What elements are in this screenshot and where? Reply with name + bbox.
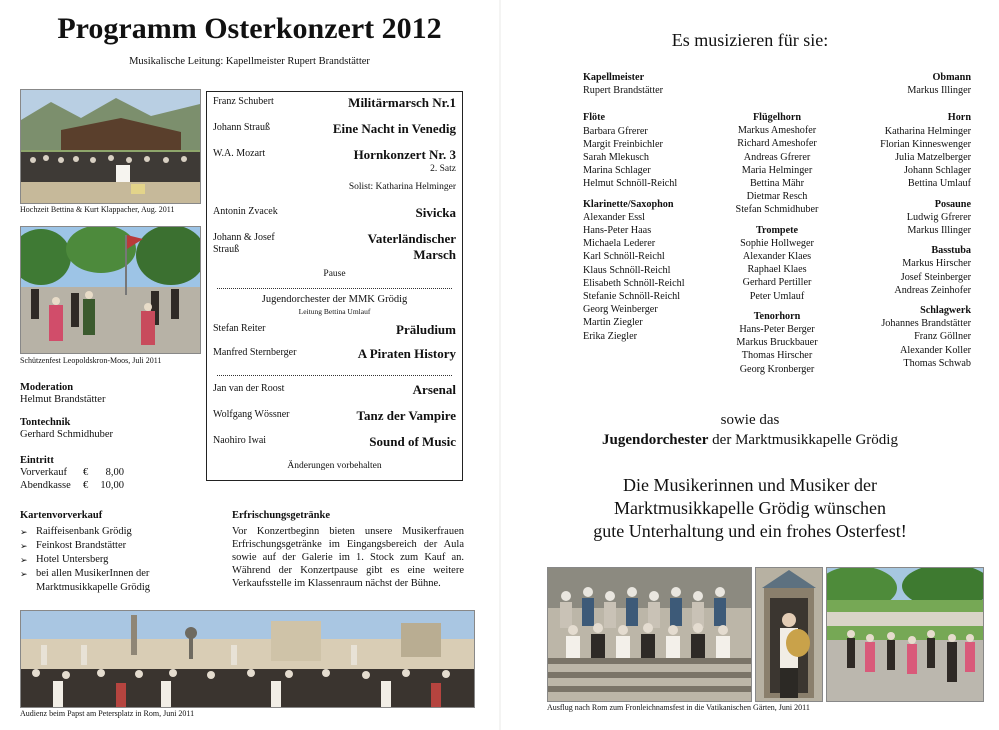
work-title: Militärmarsch Nr.1 bbox=[348, 95, 456, 110]
musician-name: Margit Freinbichler bbox=[583, 138, 663, 150]
photo-shooting-festival bbox=[20, 226, 201, 354]
caption-pope-audience: Audienz beim Papst am Petersplatz in Rom, Juni 2011 bbox=[20, 709, 195, 718]
musician-name: Peter Umlauf bbox=[749, 290, 805, 302]
presale-item: ➢ Hotel Untersberg bbox=[20, 553, 210, 567]
admission-row bbox=[20, 479, 140, 492]
sound-tech-name: Gerhard Schmidhuber bbox=[20, 429, 114, 440]
greeting-line: Marktmusikkapelle Grödig wünschen bbox=[614, 498, 886, 518]
musician-name: Rupert Brandstätter bbox=[583, 85, 664, 97]
composer-line: Johann & Josef bbox=[213, 232, 275, 243]
composer: Antonin Zvacek bbox=[213, 206, 278, 217]
work-title: Präludium bbox=[396, 322, 456, 337]
divider bbox=[217, 288, 452, 289]
work-title-line: Marsch bbox=[413, 247, 456, 262]
composer: Stefan Reiter bbox=[213, 323, 266, 334]
admission-label: Vorverkauf bbox=[20, 467, 68, 478]
presale-item: ➢ Feinkost Brandstätter bbox=[20, 539, 210, 553]
divider bbox=[217, 375, 452, 376]
musician-name: Martin Ziegler bbox=[583, 317, 643, 329]
right-page bbox=[501, 0, 999, 730]
section-heading-tenorhorn: Tenorhorn bbox=[753, 310, 801, 322]
musician-name: Richard Ameshofer bbox=[737, 138, 817, 150]
soloist: Solist: Katharina Helminger bbox=[348, 182, 456, 192]
musician-name: Dietmar Resch bbox=[746, 191, 808, 203]
musician-name: Georg Kronberger bbox=[739, 363, 815, 375]
work-title: Eine Nacht in Venedig bbox=[332, 121, 456, 136]
composer: Franz Schubert bbox=[213, 96, 274, 107]
greeting-line: gute Unterhaltung und ein frohes Osterfest! bbox=[593, 521, 907, 541]
musician-name: Thomas Hirscher bbox=[741, 350, 813, 362]
youth-orchestra-leader: Leitung Bettina Umlauf bbox=[298, 307, 371, 316]
musician-name: Josef Steinberger bbox=[900, 271, 971, 283]
musician-name: Johann Schlager bbox=[903, 165, 971, 177]
musician-name: Sarah Mlekusch bbox=[583, 152, 649, 164]
musician-name: Karl Schnöll-Reichl bbox=[583, 251, 665, 263]
photo-guard-tuba bbox=[755, 567, 823, 702]
movement: 2. Satz bbox=[430, 164, 456, 174]
sound-tech-heading: Tontechnik bbox=[20, 417, 71, 428]
section-heading-basstuba: Basstuba bbox=[931, 245, 971, 257]
left-page bbox=[0, 0, 499, 730]
musicians-column-right bbox=[821, 71, 971, 370]
musician-name: Florian Kinneswenger bbox=[880, 138, 971, 150]
youth-orchestra-title: Jugendorchester der MMK Grödig bbox=[261, 294, 408, 305]
musician-name: Gerhard Pertiller bbox=[742, 277, 812, 289]
moderation-block bbox=[20, 382, 105, 406]
composer: Johann Strauß bbox=[213, 122, 270, 133]
moderation-name: Helmut Brandstätter bbox=[20, 394, 106, 405]
section-heading-floete: Flöte bbox=[583, 112, 606, 124]
musician-name: Franz Göllner bbox=[914, 331, 971, 343]
musician-name: Klaus Schnöll-Reichl bbox=[583, 264, 671, 276]
sound-tech-block bbox=[20, 417, 113, 441]
presale-item: ➢ Raiffeisenbank Grödig bbox=[20, 525, 210, 539]
musician-name: Markus Hirscher bbox=[902, 258, 971, 270]
work-title bbox=[368, 231, 456, 263]
composer: Wolfgang Wössner bbox=[213, 409, 290, 420]
refreshments-block bbox=[232, 510, 464, 590]
work-title: Sound of Music bbox=[369, 434, 456, 449]
musician-name: Marina Schlager bbox=[583, 165, 651, 177]
musical-direction: Musikalische Leitung: Kapellmeister Rupert Brandstätter bbox=[129, 56, 370, 67]
musician-name: Bettina Mähr bbox=[749, 178, 805, 190]
photo-pope-audience bbox=[20, 610, 475, 708]
section-heading-schlagwerk: Schlagwerk bbox=[920, 305, 971, 317]
musician-name: Johannes Brandstätter bbox=[881, 318, 971, 330]
changes-note: Änderungen vorbehalten bbox=[287, 461, 382, 471]
presale-block bbox=[20, 510, 210, 595]
musician-name: Alexander Koller bbox=[900, 344, 971, 356]
greeting bbox=[501, 474, 999, 543]
musician-name: Ludwig Gfrerer bbox=[906, 211, 971, 223]
composer bbox=[213, 232, 275, 256]
presale-list bbox=[20, 525, 210, 595]
musician-name: Alexander Klaes bbox=[742, 251, 812, 263]
photo-wedding bbox=[20, 89, 201, 204]
refreshments-text: Vor Konzertbeginn bieten unsere Musikerfrauen Erfrischungsgetränke im Eingangsbereich der Aula sowie auf der Galerie im 1. Stock zum Kauf an. Während der Konzertpause gibt es eine weitere Verkaufsstelle im Klassenraum nächst der Bühne. bbox=[232, 526, 464, 589]
musician-name: Markus Illinger bbox=[907, 85, 971, 97]
admission-price: 10,00 bbox=[100, 480, 124, 491]
musicians-heading: Es musizieren für sie: bbox=[671, 30, 829, 50]
musician-name: Sophie Hollweger bbox=[740, 237, 814, 249]
work-title-line: Vaterländischer bbox=[367, 231, 456, 246]
admission-price: 8,00 bbox=[105, 467, 124, 478]
caption-rome-trip: Ausflug nach Rom zum Fronleichnamsfest in die Vatikanischen Gärten, Juni 2011 bbox=[547, 703, 810, 712]
admission-block bbox=[20, 455, 140, 492]
work-title: Hornkonzert Nr. 3 bbox=[353, 147, 456, 162]
musician-name: Andreas Zeinhofer bbox=[894, 284, 971, 296]
admission-heading: Eintritt bbox=[20, 455, 54, 466]
musician-name: Thomas Schwab bbox=[903, 357, 971, 369]
musician-name: Andreas Gfrerer bbox=[743, 151, 811, 163]
musician-name: Hans-Peter Haas bbox=[583, 225, 652, 237]
section-heading-obmann: Obmann bbox=[932, 72, 971, 83]
page-title: Programm Osterkonzert 2012 bbox=[57, 12, 442, 45]
section-heading-fluegelhorn: Flügelhorn bbox=[752, 112, 802, 123]
admission-row bbox=[20, 466, 140, 479]
section-heading-trompete: Trompete bbox=[755, 224, 799, 236]
musician-name: Julia Matzelberger bbox=[895, 152, 971, 164]
section-heading-posaune: Posaune bbox=[934, 198, 971, 210]
musician-name: Helmut Schnöll-Reichl bbox=[583, 178, 678, 190]
youth-orchestra-rest: der Marktmusikkapelle Grödig bbox=[708, 432, 898, 448]
composer: Jan van der Roost bbox=[213, 383, 285, 394]
photo-group-rome bbox=[547, 567, 752, 702]
musician-name: Erika Ziegler bbox=[583, 330, 638, 342]
musician-name: Markus Ameshofer bbox=[737, 125, 817, 137]
musician-name: Georg Weinberger bbox=[583, 304, 658, 316]
intermission: Pause bbox=[323, 269, 346, 279]
musician-name: Barbara Gfrerer bbox=[583, 125, 648, 137]
musician-name: Raphael Klaes bbox=[747, 264, 807, 276]
musician-name: Stefanie Schnöll-Reichl bbox=[583, 291, 681, 303]
photo-vatican-gardens bbox=[826, 567, 984, 702]
presale-item: ➢ bei allen MusikerInnen der Marktmusikkapelle Grödig bbox=[20, 567, 186, 595]
caption-shooting-festival: Schützenfest Leopoldskron-Moos, Juli 2011 bbox=[20, 356, 162, 365]
section-heading-klarinette: Klarinette/Saxophon bbox=[583, 198, 674, 210]
moderation-heading: Moderation bbox=[20, 382, 74, 393]
work-title: Arsenal bbox=[412, 382, 456, 397]
admission-currency: € bbox=[83, 480, 89, 491]
composer: Naohiro Iwai bbox=[213, 435, 267, 446]
also-text: sowie das bbox=[720, 412, 780, 428]
musician-name: Alexander Essl bbox=[583, 211, 645, 223]
admission-label: Abendkasse bbox=[20, 480, 71, 491]
musician-name: Hans-Peter Berger bbox=[739, 324, 815, 336]
musician-name: Elisabeth Schnöll-Reichl bbox=[583, 277, 685, 289]
work-title: Sivicka bbox=[415, 205, 456, 220]
musician-name: Michaela Lederer bbox=[583, 238, 656, 250]
youth-orchestra-line bbox=[501, 432, 999, 449]
admission-currency: € bbox=[83, 467, 89, 478]
section-heading-horn: Horn bbox=[947, 112, 971, 124]
refreshments-heading: Erfrischungsgetränke bbox=[232, 510, 330, 521]
musician-name: Bettina Umlauf bbox=[907, 178, 971, 190]
composer: Manfred Sternberger bbox=[213, 347, 297, 358]
composer-line: Strauß bbox=[213, 244, 240, 255]
musician-name: Katharina Helminger bbox=[884, 125, 971, 137]
work-title: A Piraten History bbox=[357, 346, 456, 361]
work-title: Tanz der Vampire bbox=[356, 408, 456, 423]
musician-name: Maria Helminger bbox=[741, 164, 813, 176]
section-heading-kapellmeister: Kapellmeister bbox=[583, 72, 645, 83]
presale-heading: Kartenvorverkauf bbox=[20, 510, 103, 521]
musician-name: Stefan Schmidhuber bbox=[735, 204, 819, 216]
musician-name: Markus Bruckbauer bbox=[736, 337, 818, 349]
greeting-line: Die Musikerinnen und Musiker der bbox=[623, 475, 877, 495]
musician-name: Markus Illinger bbox=[907, 225, 971, 237]
programme-box bbox=[206, 91, 463, 481]
composer: W.A. Mozart bbox=[213, 148, 266, 159]
youth-orchestra-bold: Jugendorchester bbox=[602, 432, 709, 448]
caption-wedding: Hochzeit Bettina & Kurt Klappacher, Aug. 2011 bbox=[20, 205, 175, 214]
